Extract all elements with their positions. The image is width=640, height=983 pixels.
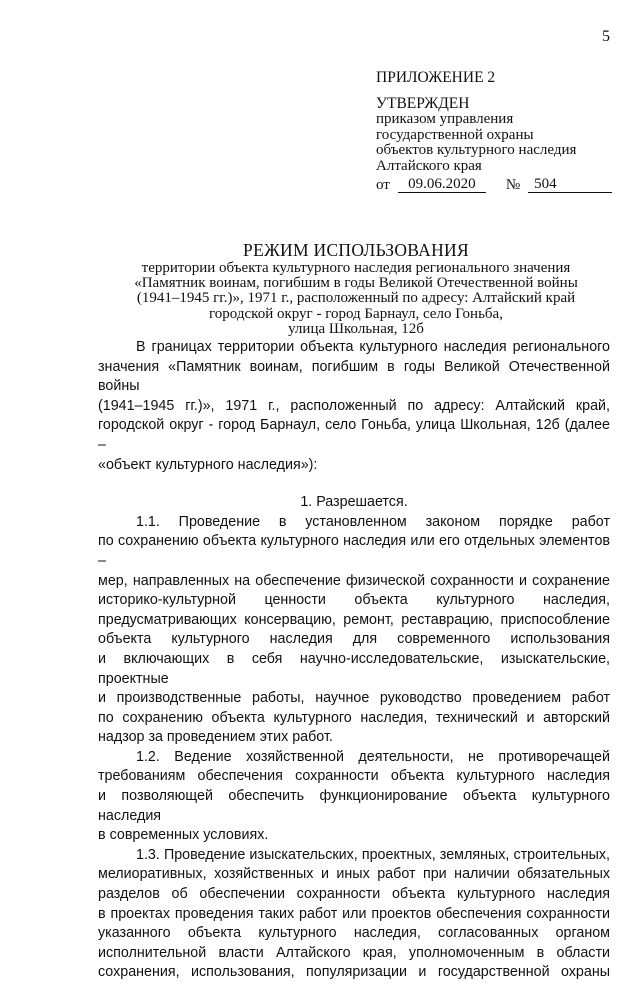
- title-line: улица Школьная, 12б: [288, 320, 424, 337]
- clause-line: по сохранению объекта культурного наследия, технический и авторский: [98, 709, 610, 726]
- order-details: [376, 176, 612, 193]
- clause-line: и производственные работы, научное руководство проведением работ: [98, 690, 610, 707]
- clause-line: указанного объекта культурного наследия, согласованных органом: [98, 925, 610, 942]
- order-date: 09.06.2020: [398, 176, 486, 193]
- clause-line: в проектах проведения таких работ или проектов обеспечения сохранности: [98, 905, 610, 922]
- order-number: 504: [528, 176, 612, 193]
- title-line: территории объекта культурного наследия регионального значения: [141, 260, 571, 276]
- intro-line: «объект культурного наследия»):: [98, 456, 318, 473]
- title-heading: РЕЖИМ ИСПОЛЬЗОВАНИЯ: [243, 240, 469, 260]
- number-label: №: [505, 177, 521, 193]
- clause-line: разделов об обеспечении сохранности объекта культурного наследия: [98, 886, 610, 903]
- clause-line: и включающих в себя научно-исследовательские, изыскательские, проектные: [98, 650, 610, 687]
- page-number: 5: [602, 28, 610, 45]
- clause-line: и позволяющей обеспечить функционирование объекта культурного наследия: [98, 788, 610, 824]
- clause-line: историко-культурной ценности объекта культурного наследия,: [98, 592, 610, 609]
- intro-line: (1941–1945 гг.)», 1971 г., расположенный по адресу: Алтайский край,: [98, 397, 610, 414]
- approved-label: УТВЕРЖДЕН: [376, 95, 470, 112]
- title-line: городской округ - город Барнаул, село Гоньба,: [209, 305, 503, 322]
- intro-line: В границах территории объекта культурного наследия регионального: [136, 339, 610, 355]
- intro-line: значения «Памятник воинам, погибшим в годы Великой Отечественной войны: [98, 358, 610, 395]
- clause-line: 1.2. Ведение хозяйственной деятельности, не противоречащей: [136, 748, 610, 765]
- clause-line: исполнительной власти Алтайского края, уполномоченным в области: [98, 944, 610, 961]
- title-line: «Памятник воинам, погибшим в годы Великой Отечественной войны: [134, 275, 578, 292]
- clause-line: объекта культурного наследия для современного использования: [98, 631, 610, 648]
- document-body: [98, 338, 610, 983]
- appendix-block: [376, 70, 612, 193]
- clause-line: мер, направленных на обеспечение физической сохранности и сохранение: [98, 572, 610, 589]
- clause-line: 1.3. Проведение изыскательских, проектных, земляных, строительных,: [136, 846, 610, 863]
- appendix-line: объектов культурного наследия: [376, 142, 577, 158]
- appendix-line: приказом управления: [376, 111, 514, 127]
- clause-line: в современных условиях.: [98, 827, 269, 844]
- clause-line: сохранения, использования, популяризации и государственной охраны: [98, 964, 610, 981]
- title-line: (1941–1945 гг.)», 1971 г., расположенный по адресу: Алтайский край: [136, 290, 576, 307]
- clause-line: предусматривающих консервацию, ремонт, реставрацию, приспособление: [98, 611, 610, 628]
- clause-line: 1.1. Проведение в установленном законом порядке работ: [136, 513, 610, 530]
- appendix-line: Алтайского края: [376, 157, 482, 174]
- section-heading: 1. Разрешается.: [300, 494, 408, 511]
- clause-line: требованиям обеспечения сохранности объекта культурного наследия: [98, 768, 610, 785]
- from-label: от: [376, 177, 390, 193]
- appendix-line: государственной охраны: [376, 126, 534, 143]
- clause-line: мелиоративных, хозяйственных и иных работ при наличии обязательных: [98, 866, 610, 883]
- clause-line: по сохранению объекта культурного наследия или его отдельных элементов –: [98, 533, 610, 569]
- intro-line: городской округ - город Барнаул, село Гоньба, улица Школьная, 12б (далее –: [98, 417, 610, 453]
- clause-line: надзор за проведением этих работ.: [98, 729, 333, 746]
- appendix-label: ПРИЛОЖЕНИЕ 2: [376, 69, 496, 86]
- document-title: [96, 240, 616, 337]
